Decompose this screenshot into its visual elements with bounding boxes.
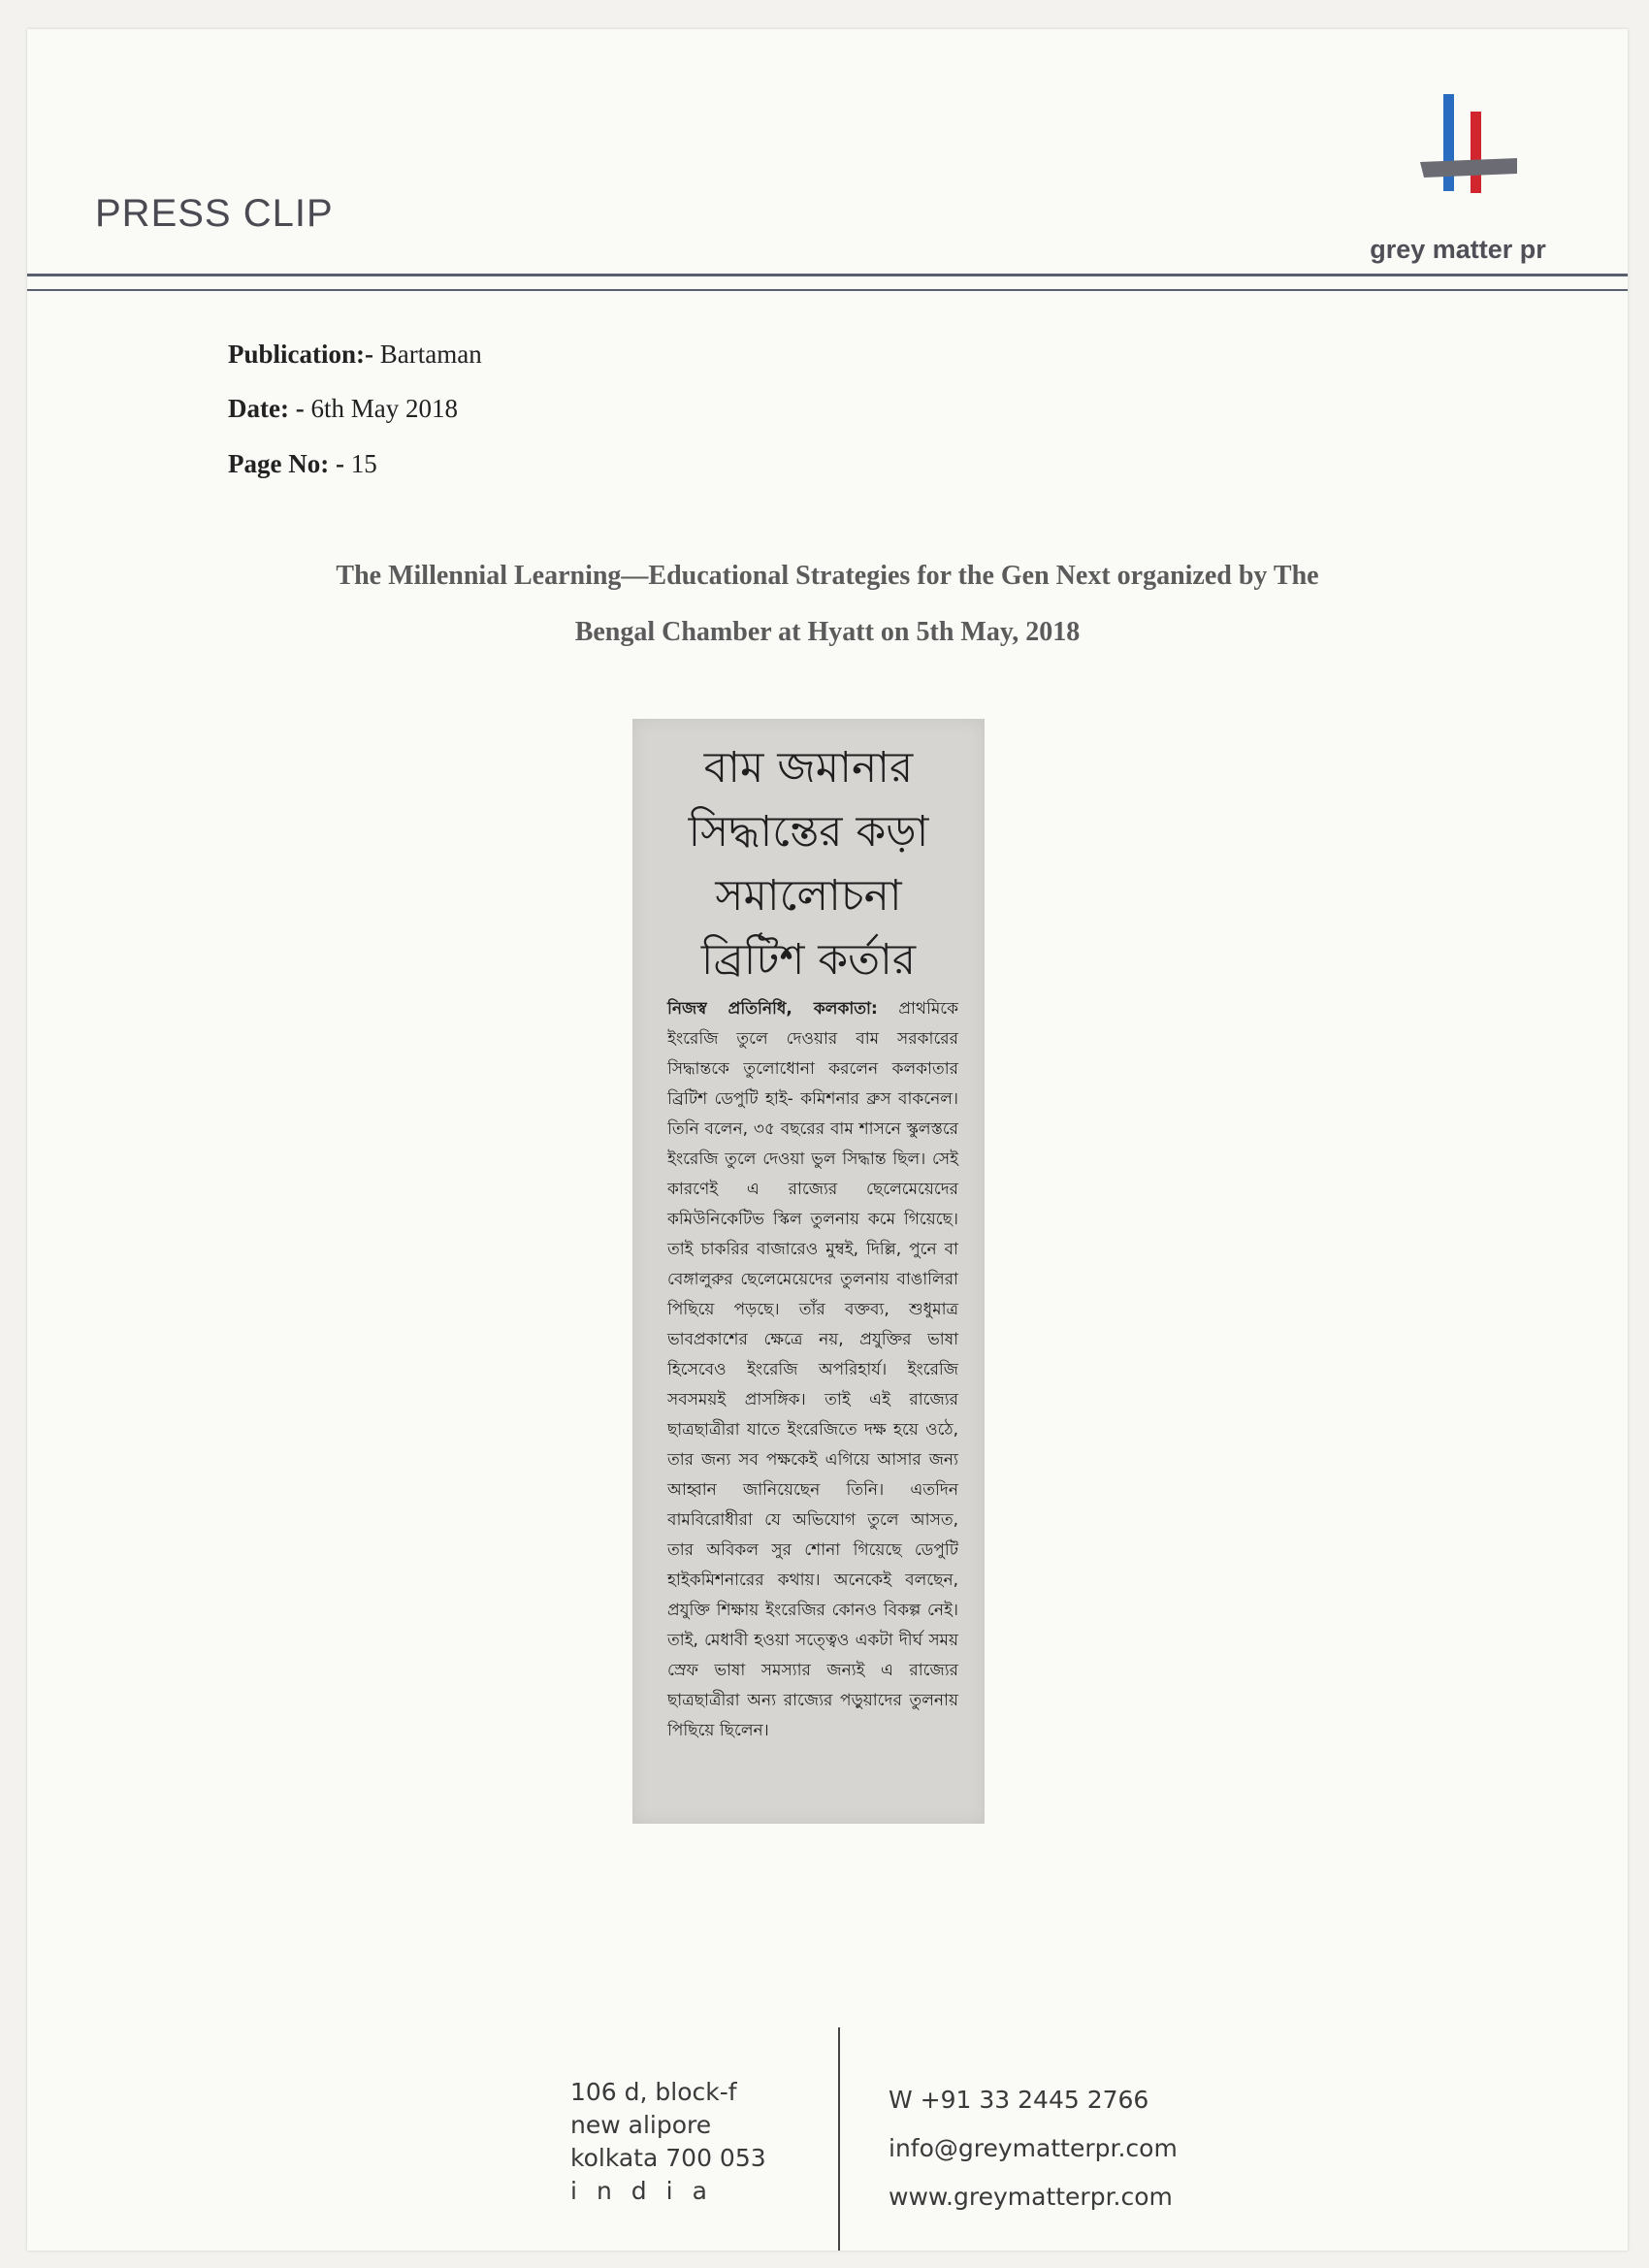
header-rule-top [27, 274, 1628, 276]
clipping-dateline: নিজস্ব প্রতিনিধি, কলকাতা: [667, 999, 878, 1019]
clipping-headline [632, 736, 985, 992]
logo-text: grey matter pr [1370, 235, 1546, 264]
press-clip-page [27, 29, 1628, 2251]
page-number-value: 15 [350, 449, 377, 478]
publication-label: Publication:- [228, 340, 374, 369]
footer-address [570, 2076, 774, 2208]
address-line-1: 106 d, block-f [570, 2078, 737, 2106]
address-line-2: new alipore [570, 2111, 712, 2139]
date-label: Date: - [228, 394, 305, 423]
date-value: 6th May 2018 [310, 394, 458, 423]
page-number-line [228, 449, 377, 479]
footer-divider [838, 2027, 840, 2251]
page-number-label: Page No: - [228, 449, 344, 478]
phone-number: W +91 33 2445 2766 [889, 2086, 1149, 2114]
press-clip-label: PRESS CLIP [95, 192, 334, 235]
logo-mark-icon [1420, 92, 1517, 199]
event-title [173, 548, 1482, 661]
clipping-body-text: প্রাথমিকে ইংরেজি তুলে দেওয়ার বাম সরকারের সিদ্ধান্তকে তুলোধোনা করলেন কলকাতার ব্রিটিশ ডেপুটি হাই- কমিশনার ব্রুস বাকনেল। তিনি বলেন, ৩৫ বছরের বাম শাসনে স্কুলস্তরে ইংরেজি তুলে দেওয়া ভুল সিদ্ধান্ত ছিল। সেই কারণেই এ রাজ্যের ছেলেমেয়েদের কমিউনিকেটিভ স্কিল তুলনায় কমে গিয়েছে। তাই চাকরির বাজারেও মুম্বই, দিল্লি, পুনে বা বেঙ্গালুরুর ছেলেমেয়েদের তুলনায় বাঙালিরা পিছিয়ে পড়ছে। তাঁর বক্তব্য, শুধুমাত্র ভাবপ্রকাশের ক্ষেত্রে নয়, প্রযুক্তির ভাষা হিসেবেও ইংরেজি অপরিহার্য। ইংরেজি সবসময়ই প্রাসঙ্গিক। তাই এই রাজ্যের ছাত্রছাত্রীরা যাতে ইংরেজিতে দক্ষ হয়ে ওঠে, তার জন্য সব পক্ষকেই এগিয়ে আসার জন্য আহ্বান জানিয়েছেন তিনি। এতদিন বামবিরোধীরা যে অভিযোগ তুলে আসত, তার অবিকল সুর শোনা গিয়েছে ডেপুটি হাইকমিশনারের কথায়। অনেকেই বলছেন, প্রযুক্তি শিক্ষায় ইংরেজির কোনও বিকল্প নেই। তাই, মেধাবী হওয়া সত্ত্বেও একটা দীর্ঘ সময় স্রেফ ভাষা সমস্যার জন্যই এ রাজ্যের ছাত্রছাত্রীরা অন্য রাজ্যের পড়ুয়াদের তুলনায় পিছিয়ে ছিলেন। [667, 999, 958, 1740]
date-line [228, 394, 458, 424]
newspaper-clipping [632, 719, 985, 1824]
event-title-line-2: Bengal Chamber at Hyatt on 5th May, 2018 [574, 617, 1081, 647]
headline-line-3: সমালোচনা [715, 871, 902, 921]
website-link[interactable]: www.greymatterpr.com [889, 2183, 1173, 2211]
clipping-body [667, 994, 958, 1746]
publication-value: Bartaman [379, 340, 482, 369]
headline-line-1: বাম জমানার [703, 743, 914, 793]
address-line-3: kolkata 700 053 [570, 2144, 766, 2172]
headline-line-2: সিদ্ধান্তের কড়া [688, 807, 929, 857]
header-rule-bottom [27, 289, 1628, 291]
footer-contact [889, 2076, 1277, 2221]
email-link[interactable]: info@greymatterpr.com [889, 2134, 1178, 2162]
address-line-4: india [570, 2177, 727, 2205]
publication-line [228, 340, 482, 370]
event-title-line-1: The Millennial Learning—Educational Strategies for the Gen Next organized by The [336, 561, 1319, 591]
headline-line-4: ব্রিটিশ কর্তার [700, 935, 917, 985]
grey-matter-logo [1366, 63, 1550, 267]
